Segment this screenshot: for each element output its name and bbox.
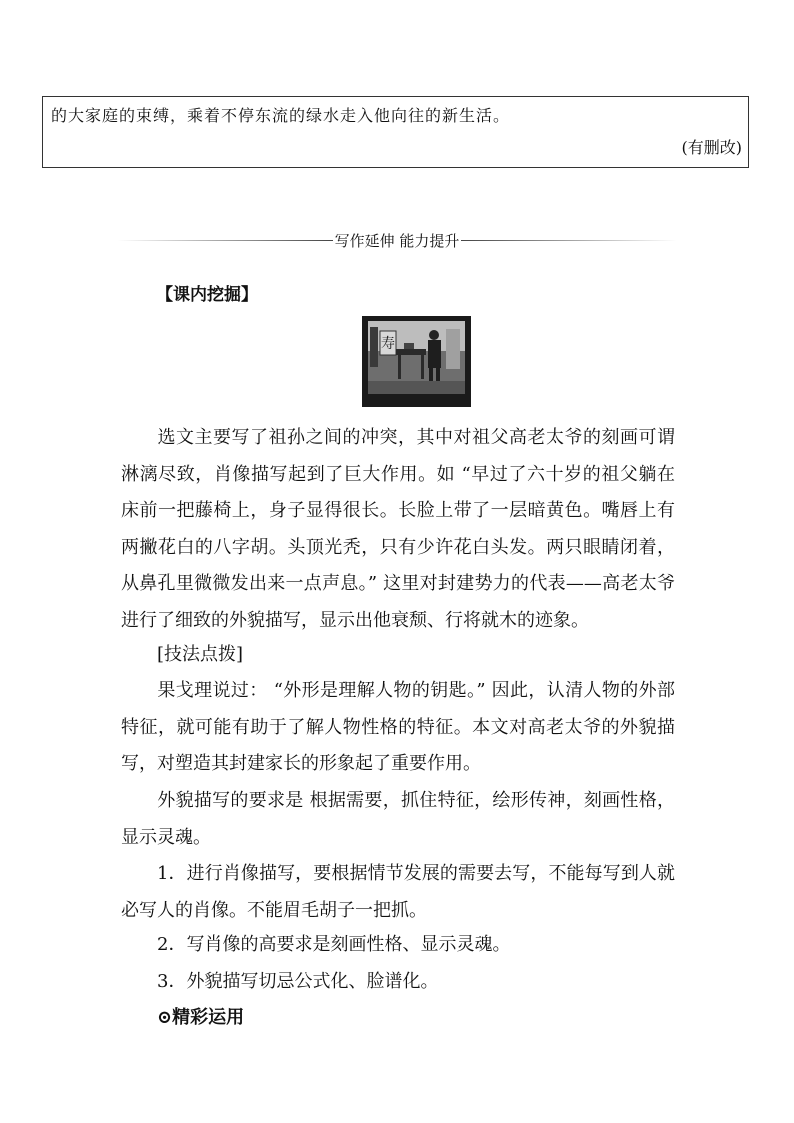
excerpt-text: 的大家庭的束缚，乘着不停东流的绿水走入他向往的新生活。 xyxy=(51,106,511,125)
paragraph-analysis xyxy=(121,420,675,640)
point-3: 3．外貌描写切忌公式化、脸谱化。 xyxy=(157,971,439,992)
header-rule-left xyxy=(118,240,333,241)
technique-label: [技法点拨] xyxy=(157,644,244,665)
section-title: 写作延伸 能力提升 xyxy=(334,231,460,250)
application-label: ⊙精彩运用 xyxy=(157,1007,245,1028)
film-still-graphic xyxy=(368,321,465,394)
paragraph-analysis-text: 选文主要写了祖孙之间的冲突，其中对祖父高老太爷的刻画可谓淋漓尽致，肖像描写起到了巨大作用。如 “早过了六十岁的祖父躺在床前一把藤椅上，身子显得很长。长脸上带了一层暗黄色。嘴唇上有两撇花白的八字胡。头顶光秃，只有少许花白头发。两只眼睛闭着，从鼻孔里微微发出来一点声息。” 这里对封建势力的代表——高老太爷进行了细致的外貌描写，显示出他衰颓、行将就木的迹象。 xyxy=(121,427,675,631)
header-rule-right xyxy=(461,240,676,241)
paragraph-requirements xyxy=(121,783,675,856)
excerpt-source: (有删改) xyxy=(681,138,742,157)
point-1 xyxy=(121,856,675,929)
film-still-image xyxy=(362,316,471,407)
point-2: 2．写肖像的高要求是刻画性格、显示灵魂。 xyxy=(157,934,511,955)
svg-text:寿: 寿 xyxy=(381,336,395,352)
excerpt-box xyxy=(42,96,749,168)
course-heading: 【课内挖掘】 xyxy=(156,285,258,305)
paragraph-technique-text: 果戈理说过： “外形是理解人物的钥匙。” 因此，认清人物的外部特征，就可能有助于了解人物性格的特征。本文对高老太爷的外貌描写，对塑造其封建家长的形象起了重要作用。 xyxy=(121,680,675,775)
section-header xyxy=(118,228,676,252)
point-1-text: 1．进行肖像描写，要根据情节发展的需要去写，不能每写到人就必写人的肖像。不能眉毛胡子一把抓。 xyxy=(121,863,675,921)
paragraph-technique xyxy=(121,673,675,783)
paragraph-requirements-text: 外貌描写的要求是 根据需要，抓住特征，绘形传神，刻画性格，显示灵魂。 xyxy=(121,790,675,848)
